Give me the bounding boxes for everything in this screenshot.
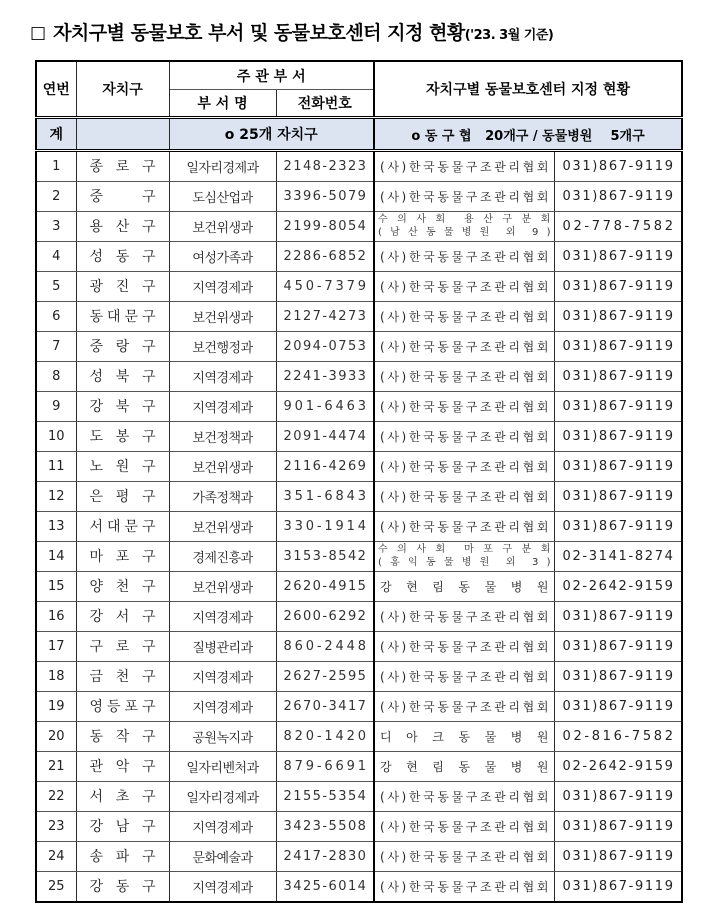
center-cell: ( 사 ) 한 국 동 물 구 조 관 리 협 회 — [374, 602, 554, 632]
district-cell: 성 동 구 — [76, 242, 169, 272]
department-phone-cell: 2 4 1 7 - 2 8 3 0 — [276, 842, 374, 872]
department-cell: 지역경제과 — [169, 392, 276, 422]
district-cell: 종 로 구 — [76, 151, 169, 182]
district-cell: 도 봉 구 — [76, 422, 169, 452]
row-number: 20 — [36, 722, 76, 752]
center-cell: ( 사 ) 한 국 동 물 구 조 관 리 협 회 — [374, 662, 554, 692]
department-phone-cell: 3 4 2 5 - 6 0 1 4 — [276, 872, 374, 903]
table-row — [36, 422, 682, 452]
center-cell: ( 사 ) 한 국 동 물 구 조 관 리 협 회 — [374, 782, 554, 812]
district-cell: 송 파 구 — [76, 842, 169, 872]
center-cell: ( 사 ) 한 국 동 물 구 조 관 리 협 회 — [374, 692, 554, 722]
department-phone-cell: 2 1 5 5 - 5 3 5 4 — [276, 782, 374, 812]
department-phone-cell: 2 0 9 1 - 4 4 7 4 — [276, 422, 374, 452]
department-phone-cell: 2 1 2 7 - 4 2 7 3 — [276, 302, 374, 332]
row-number: 8 — [36, 362, 76, 392]
table-row — [36, 782, 682, 812]
table-row — [36, 302, 682, 332]
center-cell: ( 사 ) 한 국 동 물 구 조 관 리 협 회 — [374, 872, 554, 903]
row-number: 13 — [36, 512, 76, 542]
department-phone-cell: 3 1 5 3 - 8 5 4 2 — [276, 542, 374, 572]
district-cell: 강 북 구 — [76, 392, 169, 422]
table-row — [36, 752, 682, 782]
table-row — [36, 182, 682, 212]
center-phone-cell: 0 3 1 ) 8 6 7 - 9 1 1 9 — [554, 692, 682, 722]
table-row — [36, 842, 682, 872]
header-dept-name: 부 서 명 — [169, 90, 276, 118]
center-phone-cell: 0 3 1 ) 8 6 7 - 9 1 1 9 — [554, 242, 682, 272]
center-phone-cell: 0 3 1 ) 8 6 7 - 9 1 1 9 — [554, 812, 682, 842]
center-cell: ( 사 ) 한 국 동 물 구 조 관 리 협 회 — [374, 362, 554, 392]
department-phone-cell: 8 6 0 - 2 4 4 8 — [276, 632, 374, 662]
table-row — [36, 212, 682, 242]
department-phone-cell: 3 3 9 6 - 5 0 7 9 — [276, 182, 374, 212]
district-cell: 마 포 구 — [76, 542, 169, 572]
district-cell: 강 서 구 — [76, 602, 169, 632]
department-cell: 가족정책과 — [169, 482, 276, 512]
summary-row — [36, 118, 682, 151]
center-cell: ( 사 ) 한 국 동 물 구 조 관 리 협 회 — [374, 272, 554, 302]
department-cell: 질병관리과 — [169, 632, 276, 662]
table-row — [36, 452, 682, 482]
center-phone-cell: 0 2 - 2 6 4 2 - 9 1 5 9 — [554, 752, 682, 782]
row-number: 4 — [36, 242, 76, 272]
center-cell: 수 의 사 회 마 포 구 분 회 ( 홍 익 동 물 병 원 외 3 ) — [374, 542, 554, 572]
department-cell: 문화예술과 — [169, 842, 276, 872]
department-phone-cell: 3 4 2 3 - 5 5 0 8 — [276, 812, 374, 842]
row-number: 22 — [36, 782, 76, 812]
district-cell: 동 작 구 — [76, 722, 169, 752]
department-cell: 보건위생과 — [169, 512, 276, 542]
district-cell: 동 대 문 구 — [76, 302, 169, 332]
district-cell: 광 진 구 — [76, 272, 169, 302]
center-cell: 강 현 림 동 물 병 원 — [374, 752, 554, 782]
district-cell: 성 북 구 — [76, 362, 169, 392]
department-cell: 일자리벤처과 — [169, 752, 276, 782]
department-phone-cell: 4 5 0 - 7 3 7 9 — [276, 272, 374, 302]
center-phone-cell: 0 3 1 ) 8 6 7 - 9 1 1 9 — [554, 272, 682, 302]
center-phone-cell: 0 3 1 ) 8 6 7 - 9 1 1 9 — [554, 602, 682, 632]
title-date-note: ('23. 3월 기준) — [464, 28, 554, 43]
row-number: 17 — [36, 632, 76, 662]
row-number: 12 — [36, 482, 76, 512]
district-cell: 구 로 구 — [76, 632, 169, 662]
center-phone-cell: 0 3 1 ) 8 6 7 - 9 1 1 9 — [554, 332, 682, 362]
center-phone-cell: 0 3 1 ) 8 6 7 - 9 1 1 9 — [554, 452, 682, 482]
center-phone-cell: 0 3 1 ) 8 6 7 - 9 1 1 9 — [554, 302, 682, 332]
district-cell: 강 동 구 — [76, 872, 169, 903]
summary-label: 계 — [36, 118, 76, 151]
center-cell: 디 아 크 동 물 병 원 — [374, 722, 554, 752]
table-row — [36, 482, 682, 512]
center-cell: ( 사 ) 한 국 동 물 구 조 관 리 협 회 — [374, 242, 554, 272]
department-cell: 보건정책과 — [169, 422, 276, 452]
row-number: 1 — [36, 151, 76, 182]
department-phone-cell: 2 1 1 6 - 4 2 6 9 — [276, 452, 374, 482]
district-cell: 강 남 구 — [76, 812, 169, 842]
center-phone-cell: 0 3 1 ) 8 6 7 - 9 1 1 9 — [554, 842, 682, 872]
center-phone-cell: 0 3 1 ) 8 6 7 - 9 1 1 9 — [554, 151, 682, 182]
row-number: 2 — [36, 182, 76, 212]
summary-district-empty — [76, 118, 169, 151]
table-row — [36, 692, 682, 722]
department-cell: 지역경제과 — [169, 662, 276, 692]
row-number: 19 — [36, 692, 76, 722]
center-phone-cell: 0 3 1 ) 8 6 7 - 9 1 1 9 — [554, 632, 682, 662]
district-cell: 중 랑 구 — [76, 332, 169, 362]
department-cell: 공원녹지과 — [169, 722, 276, 752]
district-cell: 은 평 구 — [76, 482, 169, 512]
department-cell: 지역경제과 — [169, 602, 276, 632]
header-row-1 — [36, 61, 682, 90]
department-phone-cell: 8 7 9 - 6 6 9 1 — [276, 752, 374, 782]
department-cell: 보건위생과 — [169, 212, 276, 242]
header-dept-group: 주 관 부 서 — [169, 61, 374, 90]
center-cell: ( 사 ) 한 국 동 물 구 조 관 리 협 회 — [374, 812, 554, 842]
row-number: 25 — [36, 872, 76, 903]
department-phone-cell: 2 0 9 4 - 0 7 5 3 — [276, 332, 374, 362]
department-phone-cell: 2 2 8 6 - 6 8 5 2 — [276, 242, 374, 272]
department-phone-cell: 2 6 7 0 - 3 4 1 7 — [276, 692, 374, 722]
department-cell: 일자리경제과 — [169, 782, 276, 812]
row-number: 11 — [36, 452, 76, 482]
department-phone-cell: 2 1 9 9 - 8 0 5 4 — [276, 212, 374, 242]
center-phone-cell: 0 3 1 ) 8 6 7 - 9 1 1 9 — [554, 422, 682, 452]
department-phone-cell: 8 2 0 - 1 4 2 0 — [276, 722, 374, 752]
page-title — [30, 18, 703, 45]
department-phone-cell: 2 6 0 0 - 6 2 9 2 — [276, 602, 374, 632]
center-phone-cell: 0 3 1 ) 8 6 7 - 9 1 1 9 — [554, 362, 682, 392]
table-row — [36, 722, 682, 752]
department-cell: 보건위생과 — [169, 452, 276, 482]
table-row — [36, 812, 682, 842]
center-cell: ( 사 ) 한 국 동 물 구 조 관 리 협 회 — [374, 302, 554, 332]
department-cell: 지역경제과 — [169, 692, 276, 722]
row-number: 24 — [36, 842, 76, 872]
row-number: 9 — [36, 392, 76, 422]
checkbox-square-icon: □ — [30, 23, 47, 43]
row-number: 5 — [36, 272, 76, 302]
table-row — [36, 602, 682, 632]
center-cell: ( 사 ) 한 국 동 물 구 조 관 리 협 회 — [374, 512, 554, 542]
center-phone-cell: 0 3 1 ) 8 6 7 - 9 1 1 9 — [554, 662, 682, 692]
center-cell: ( 사 ) 한 국 동 물 구 조 관 리 협 회 — [374, 182, 554, 212]
row-number: 10 — [36, 422, 76, 452]
header-district: 자치구 — [76, 61, 169, 118]
center-phone-cell: 0 2 - 2 6 4 2 - 9 1 5 9 — [554, 572, 682, 602]
row-number: 23 — [36, 812, 76, 842]
center-phone-cell: 0 3 1 ) 8 6 7 - 9 1 1 9 — [554, 512, 682, 542]
row-number: 16 — [36, 602, 76, 632]
department-cell: 지역경제과 — [169, 812, 276, 842]
department-phone-cell: 3 3 0 - 1 9 1 4 — [276, 512, 374, 542]
center-cell: ( 사 ) 한 국 동 물 구 조 관 리 협 회 — [374, 151, 554, 182]
row-number: 7 — [36, 332, 76, 362]
table-row — [36, 662, 682, 692]
row-number: 6 — [36, 302, 76, 332]
department-phone-cell: 2 6 2 0 - 4 9 1 5 — [276, 572, 374, 602]
row-number: 3 — [36, 212, 76, 242]
header-center-group: 자치구별 동물보호센터 지정 현황 — [374, 61, 682, 118]
center-cell: ( 사 ) 한 국 동 물 구 조 관 리 협 회 — [374, 452, 554, 482]
row-number: 18 — [36, 662, 76, 692]
center-phone-cell: 0 3 1 ) 8 6 7 - 9 1 1 9 — [554, 392, 682, 422]
animal-protection-table — [35, 60, 683, 903]
department-cell: 지역경제과 — [169, 272, 276, 302]
district-cell: 서 대 문 구 — [76, 512, 169, 542]
center-phone-cell: 0 3 1 ) 8 6 7 - 9 1 1 9 — [554, 182, 682, 212]
row-number: 14 — [36, 542, 76, 572]
department-cell: 지역경제과 — [169, 362, 276, 392]
department-phone-cell: 2 1 4 8 - 2 3 2 3 — [276, 151, 374, 182]
title-text: 자치구별 동물보호 부서 및 동물보호센터 지정 현황 — [53, 22, 465, 44]
department-phone-cell: 2 6 2 7 - 2 5 9 5 — [276, 662, 374, 692]
summary-dept-total: o 25개 자치구 — [169, 118, 374, 151]
table-row — [36, 272, 682, 302]
header-no: 연번 — [36, 61, 76, 118]
row-number: 21 — [36, 752, 76, 782]
department-cell: 일자리경제과 — [169, 151, 276, 182]
center-cell: ( 사 ) 한 국 동 물 구 조 관 리 협 회 — [374, 392, 554, 422]
district-cell: 중 구 — [76, 182, 169, 212]
department-cell: 여성가족과 — [169, 242, 276, 272]
center-cell: 수 의 사 회 용 산 구 분 회 ( 남 산 동 물 병 원 외 9 ) — [374, 212, 554, 242]
table-row — [36, 632, 682, 662]
table-row — [36, 332, 682, 362]
center-cell: ( 사 ) 한 국 동 물 구 조 관 리 협 회 — [374, 842, 554, 872]
table-row — [36, 362, 682, 392]
department-cell: 도심산업과 — [169, 182, 276, 212]
header-dept-phone: 전화번호 — [276, 90, 374, 118]
department-cell: 보건위생과 — [169, 572, 276, 602]
department-cell: 경제진흥과 — [169, 542, 276, 572]
department-phone-cell: 2 2 4 1 - 3 9 3 3 — [276, 362, 374, 392]
center-phone-cell: 0 3 1 ) 8 6 7 - 9 1 1 9 — [554, 782, 682, 812]
center-cell: ( 사 ) 한 국 동 물 구 조 관 리 협 회 — [374, 422, 554, 452]
department-cell: 보건행정과 — [169, 332, 276, 362]
department-phone-cell: 3 5 1 - 6 8 4 3 — [276, 482, 374, 512]
district-cell: 관 악 구 — [76, 752, 169, 782]
department-cell: 보건위생과 — [169, 302, 276, 332]
center-phone-cell: 0 2 - 3 1 4 1 - 8 2 7 4 — [554, 542, 682, 572]
department-phone-cell: 9 0 1 - 6 4 6 3 — [276, 392, 374, 422]
table-row — [36, 151, 682, 182]
center-phone-cell: 0 3 1 ) 8 6 7 - 9 1 1 9 — [554, 482, 682, 512]
center-phone-cell: 0 2 - 7 7 8 - 7 5 8 2 — [554, 212, 682, 242]
district-cell: 서 초 구 — [76, 782, 169, 812]
center-phone-cell: 0 2 - 8 1 6 - 7 5 8 2 — [554, 722, 682, 752]
table-row — [36, 392, 682, 422]
center-cell: ( 사 ) 한 국 동 물 구 조 관 리 협 회 — [374, 332, 554, 362]
department-cell: 지역경제과 — [169, 872, 276, 903]
district-cell: 노 원 구 — [76, 452, 169, 482]
table-row — [36, 572, 682, 602]
district-cell: 용 산 구 — [76, 212, 169, 242]
table-row — [36, 542, 682, 572]
center-phone-cell: 0 3 1 ) 8 6 7 - 9 1 1 9 — [554, 872, 682, 903]
center-cell: ( 사 ) 한 국 동 물 구 조 관 리 협 회 — [374, 482, 554, 512]
center-cell: ( 사 ) 한 국 동 물 구 조 관 리 협 회 — [374, 632, 554, 662]
district-cell: 영 등 포 구 — [76, 692, 169, 722]
row-number: 15 — [36, 572, 76, 602]
center-cell: 강 현 림 동 물 병 원 — [374, 572, 554, 602]
district-cell: 금 천 구 — [76, 662, 169, 692]
table-row — [36, 512, 682, 542]
summary-center-total: o 동 구 협 20개구 / 동물병원 5개구 — [374, 118, 682, 151]
table-body — [36, 151, 682, 903]
district-cell: 양 천 구 — [76, 572, 169, 602]
table-row — [36, 242, 682, 272]
